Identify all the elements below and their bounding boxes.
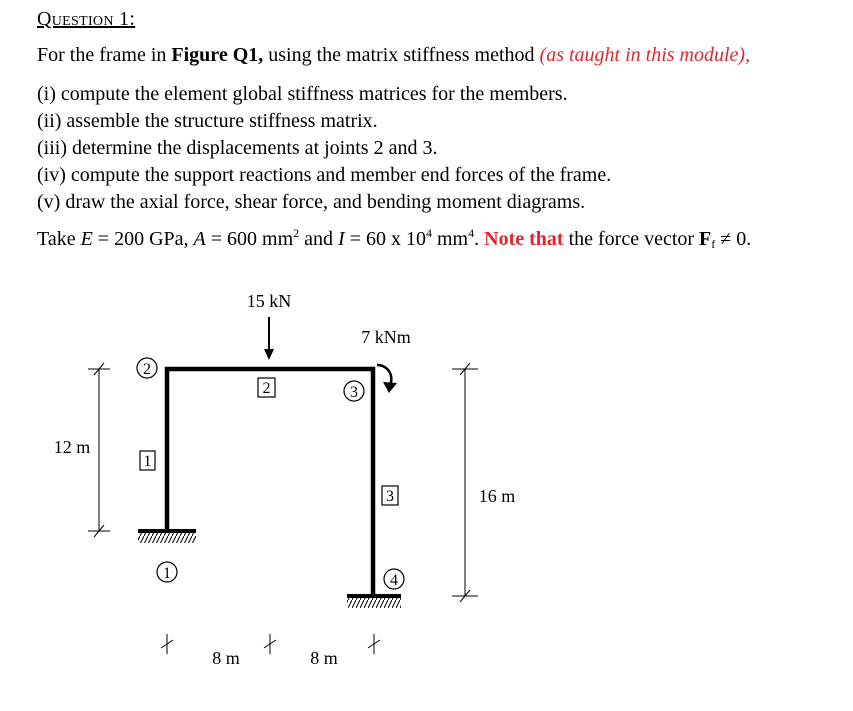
item-i: (i) compute the element global stiffness matrices for the members. [37,83,568,105]
item-iii: (iii) determine the displacements at joints 2 and 3. [37,137,438,159]
joint-4-label [384,569,404,589]
item-ii: (ii) assemble the structure stiffness matrix. [37,110,378,132]
given-values-line: Take E = 200 GPa, A = 600 $mm^2$ and I = 60 x $10^4$ $mm^4$. Note that the force vector $F_f \ne 0$. [37,226,752,251]
point-load-arrow [264,317,274,360]
span-right-label: 8 m [310,648,338,668]
item-v: (v) draw the axial force, shear force, and bending moment diagrams. [37,191,586,213]
frame-members [167,369,373,596]
symbol-E: E [80,228,93,250]
dimension-spans [161,634,380,654]
joint-1-label [157,562,177,582]
svg-text:1: 1 [163,565,171,582]
item-iv: (iv) compute the support reactions and member end forces of the frame. [37,164,612,186]
span-left-label: 8 m [212,648,240,668]
left-height-label: 12 m [53,437,91,457]
svg-text:4: 4 [390,572,398,589]
note-label: Note that [484,228,564,250]
intro-prefix: For the frame in [37,44,172,66]
figure-reference: Figure Q1, [171,44,264,66]
svg-text:3: 3 [350,384,358,401]
symbol-A: A [193,228,206,250]
svg-text:3: 3 [386,488,394,505]
question-heading: Question 1: [37,8,136,30]
moment-label: 7 kNm [361,327,411,347]
member-3-label [382,486,398,505]
fixed-support-left [138,531,196,543]
intro-middle: using the matrix stiffness method [263,44,540,66]
moment-arrow [377,365,397,393]
module-note: (as taught in this module), [539,44,751,66]
joint-2-label [137,358,157,378]
fixed-support-right [347,596,401,608]
load-label: 15 kN [246,291,292,311]
svg-text:2: 2 [262,380,271,397]
right-height-label: 16 m [478,486,516,506]
dimension-left-height [88,363,110,537]
force-vector-symbol: F [699,228,712,250]
svg-text:2: 2 [143,361,151,378]
symbol-I: I [338,228,345,250]
svg-text:1: 1 [143,453,152,470]
dimension-right-height [452,363,478,602]
member-1-label [140,451,155,470]
joint-3-label [344,381,364,401]
member-2-label [258,378,275,397]
